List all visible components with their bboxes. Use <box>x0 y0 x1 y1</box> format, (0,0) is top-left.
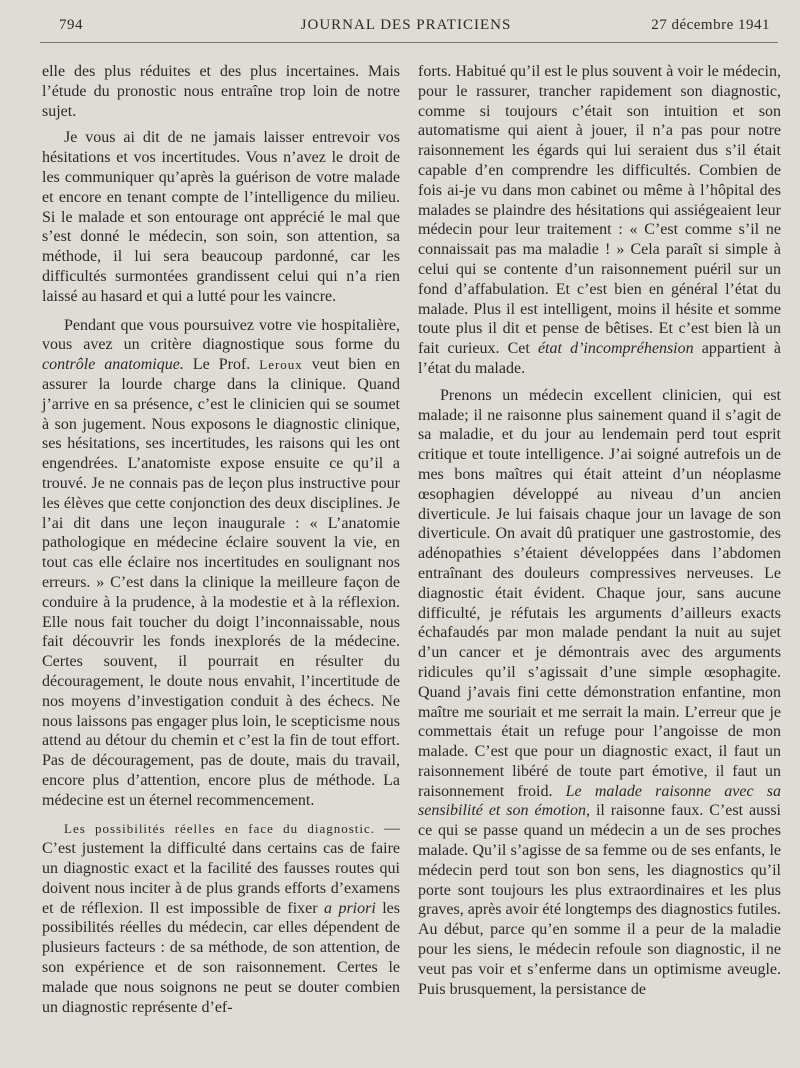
italic-run: état d’incompréhension <box>537 340 694 358</box>
text-run: il raisonne faux. C’est aussi ce qui se passe quand un médecin a un de ses proches malade. Qu’il s’agisse de sa femme ou de ses enfants, le médecin perd tout son bon sens, les diagnostics qu’il porte sont toujours les plus extraordinaires et les plus graves, après avoir été longtemps des diagnostics futiles. Au début, parce qu’en somme il a peur de la maladie pour les siens, le médecin refoule son diagnostic, il ne veut pas voir et s’enferme dans un optimisme aveugle. Puis brusquement, la persistance de <box>418 802 782 998</box>
text-run: appartient à l’état du malade. <box>418 340 781 377</box>
paragraph <box>418 386 781 1000</box>
italic-run: Le malade raisonne avec sa sensibilité et son émotion, <box>418 782 781 820</box>
section-paragraph <box>42 819 400 1017</box>
issue-date: 27 décembre 1941 <box>651 17 770 33</box>
author-name: Leroux <box>259 357 303 373</box>
text-run: forts. Habitué qu’il est le plus souvent à voir le médecin, pour le rassurer, trancher rapidement son diagnostic, comme si toujours c’était son intuition et son automatisme qui aient à jouer, il n’a pas pour notre raisonnement les égards qui lui seraient dus s’il était capable d’en comprendre les difficultés. Combien de fois ai-je vu dans mon cabinet ou même à l’hôpital des malades se plaindre des hésitations qui assiégeaient leur médecin pour leur traitement : « C’est comme s’il ne connaissait pas ma maladie ! » Cela paraît si simple à celui qui se contente d’un raisonnement puéril sur un fond d’affabulation. Et c’est bien en général l’état du malade. Plus il est intelligent, moins il hésite et somme toute plus il dit et pense de bêtises. Et c’est bien là un fait curieux. Cet <box>418 63 781 358</box>
paragraph-continued <box>418 62 781 379</box>
left-column <box>42 62 400 1017</box>
text-run: Prenons un médecin excellent clinicien, qui est malade; il ne raisonne plus sainement quand il s’agit de sa maladie, et du jour au lendemain perd tout esprit critique et toute intelligence. J’ai soigné autrefois un de mes bons maîtres qui était atteint d’un néoplasme œsophagien développé au niveau d’un ancien diverticule. Je lui faisais chaque jour un lavage de son diverticule. On avait dû pratiquer une gastrostomie, des adénopathies s’étaient développées dans l’abdomen entraînant des douleurs compressives nerveuses. Le diagnostic était évident. Chaque jour, sans aucune difficulté, je réfutais les arguments d’ailleurs exacts échafaudés par mon malade pendant la nuit au sujet d’un cancer et je démontrais avec des arguments ridicules qu’il s’agissait d’une simple œsophagite. Quand j’avais fini cette démonstration enfantine, mon maître me souriait et me serrait la main. L’erreur que je commettais était un refuge pour l’angoisse de mon malade. C’est que pour un diagnostic exact, il faut un raisonnement libéré de toute part émotive, il faut un raisonnement froid. <box>418 386 781 800</box>
paragraph-continued: elle des plus réduites et des plus incertaines. Mais l’étude du pronostic nous entraîne trop loin de notre sujet. <box>42 63 400 120</box>
text-run: les possibilités réelles du médecin, car elles dépendent de plusieurs facteurs : de sa méthode, de son attention, de son expérience et de son raisonnement. Certes le malade que nous soignons ne peut se douter combien un diagnostic représente d’ef- <box>42 899 400 1016</box>
paragraph <box>42 316 400 811</box>
paragraph: Je vous ai dit de ne jamais laisser entrevoir vos hésitations et vos incertitudes. Vous n’avez le droit de les communiquer qu’après la guérison de votre malade et encore en tenant compte de l’intelligence du milieu. Si le malade et son entourage ont apprécié le mal que s’est donné le médecin, son soin, son attention, sa méthode, il lui sera beaucoup pardonné, car les difficultés surmontées grandissent celui qui n’a rien laissé au hasard et qui a lutté pour les vaincre. <box>42 129 400 305</box>
italic-run: a priori <box>324 899 376 917</box>
text-run: Le Prof. <box>183 356 260 374</box>
page-number: 794 <box>59 17 83 33</box>
text-run: Pendant que vous poursuivez votre vie hospitalière, vous avez un critère diagnostique sous forme du <box>42 316 400 354</box>
section-heading: Les possibilités réelles en face du diagnostic. <box>64 821 376 837</box>
journal-title: JOURNAL DES PRATICIENS <box>300 17 512 33</box>
text-run: — <box>375 820 401 838</box>
running-head <box>42 17 770 39</box>
header-rule <box>40 42 778 43</box>
right-column <box>418 62 781 999</box>
text-run: C’est justement la difficulté dans certains cas de faire un diagnostic exact et la facilité des fausses routes qui doivent nous inciter à de plus grands efforts d’examens et de réflexion. Il est impossible de fixer <box>42 840 400 917</box>
italic-run: contrôle anatomique. <box>42 356 184 374</box>
text-run: veut bien en assurer la lourde charge dans la clinique. Quand j’arrive en sa présence, c’est le clinicien qui se soumet à son jugement. Nous exposons le diagnostic clinique, ses hésitations, ses incertitudes, les raisons qui les ont engendrées. L’anatomiste expose ensuite ce qu’il a trouvé. Je ne connais pas de leçon plus instructive pour les élèves que cette conjonction des deux disciplines. Je l’ai dit dans une leçon inaugurale : « L’anatomie pathologique en médecine éclaire souvent la vie, en tout cas elle éclaire nos incertitudes en soulignant nos erreurs. » C’est dans la clinique la meilleure façon de conduire à la prudence, à la modestie et à la réflexion. Elle nous fait toucher du doigt l’inconnaissable, nous fait découvrir les fonds inexplorés de la médecine. Certes souvent, il pourrait en résulter du découragement, le doute nous envahit, l’incertitude de nos moyens d’investigation conduit à des échecs. Ne nous laissons pas engager plus loin, le scepticisme nous attend au détour du chemin et c’est la fin de tout effort. Pas de découragement, pas de doute, mais du travail, encore plus d’attention, encore plus de méthode. La médecine est un éternel recommencement. <box>42 356 400 809</box>
